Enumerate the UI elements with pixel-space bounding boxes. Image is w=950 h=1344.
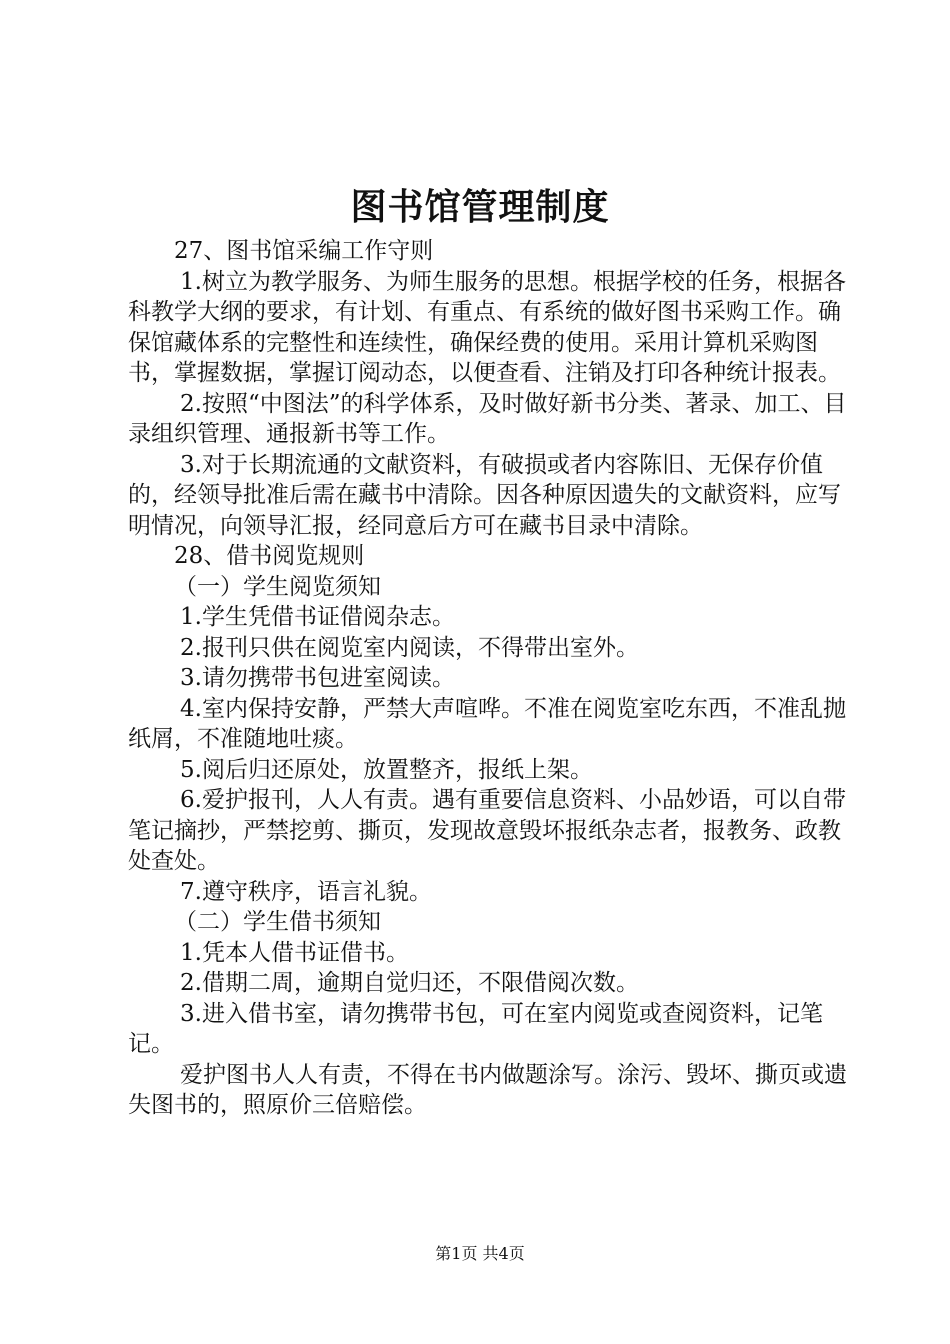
body-paragraph: 1.树立为教学服务、为师生服务的思想。根据学校的任务，根据各科教学大纲的要求，有计划、有重点、有系统的做好图书采购工作。确保馆藏体系的完整性和连续性，确保经费的使用。采用计算机采购图书，掌握数据，掌握订阅动态，以便查看、注销及打印各种统计报表。	[128, 268, 846, 386]
body-paragraph: 爱护图书人人有责，不得在书内做题涂写。涂污、毁坏、撕页或遗失图书的，照原价三倍赔偿。	[128, 1061, 847, 1118]
body-paragraph: 5.阅后归还原处，放置整齐，报纸上架。	[180, 756, 593, 783]
body-paragraph: 7.遵守秩序，语言礼貌。	[180, 878, 432, 905]
subsection-heading: （二）学生借书须知	[174, 909, 381, 935]
body-paragraph: 3.对于长期流通的文献资料，有破损或者内容陈旧、无保存价值的，经领导批准后需在藏书中清除。因各种原因遗失的文献资料，应写明情况，向领导汇报，经同意后方可在藏书目录中清除。	[128, 451, 841, 539]
body-paragraph: 2.按照“中图法”的科学体系，及时做好新书分类、著录、加工、目录组织管理、通报新书等工作。	[128, 390, 847, 447]
section-heading: 27、图书馆采编工作守则	[174, 238, 434, 264]
body-paragraph: 6.爱护报刊，人人有责。遇有重要信息资料、小品妙语，可以自带笔记摘抄，严禁挖剪、撕页，发现故意毁坏报纸杂志者，报教务、政教处查处。	[128, 787, 846, 874]
body-paragraph: 2.报刊只供在阅览室内阅读，不得带出室外。	[180, 634, 639, 661]
subsection-heading: （一）学生阅览须知	[174, 573, 381, 600]
body-paragraph: 3.进入借书室，请勿携带书包，可在室内阅览或查阅资料，记笔记。	[128, 1000, 823, 1057]
page-footer: 第1页 共4页	[435, 1244, 525, 1263]
document-title: 图书馆管理制度	[350, 186, 610, 228]
body-paragraph: 2.借期二周，逾期自觉归还，不限借阅次数。	[180, 970, 639, 996]
section-heading: 28、借书阅览规则	[174, 543, 365, 569]
body-paragraph: 4.室内保持安静，严禁大声喧哗。不准在阅览室吃东西，不准乱抛纸屑，不准随地吐痰。	[128, 695, 846, 752]
body-paragraph: 1.学生凭借书证借阅杂志。	[180, 604, 455, 630]
body-paragraph: 3.请勿携带书包进室阅读。	[180, 665, 455, 691]
document-body	[128, 236, 848, 1121]
body-paragraph: 1.凭本人借书证借书。	[180, 939, 409, 966]
